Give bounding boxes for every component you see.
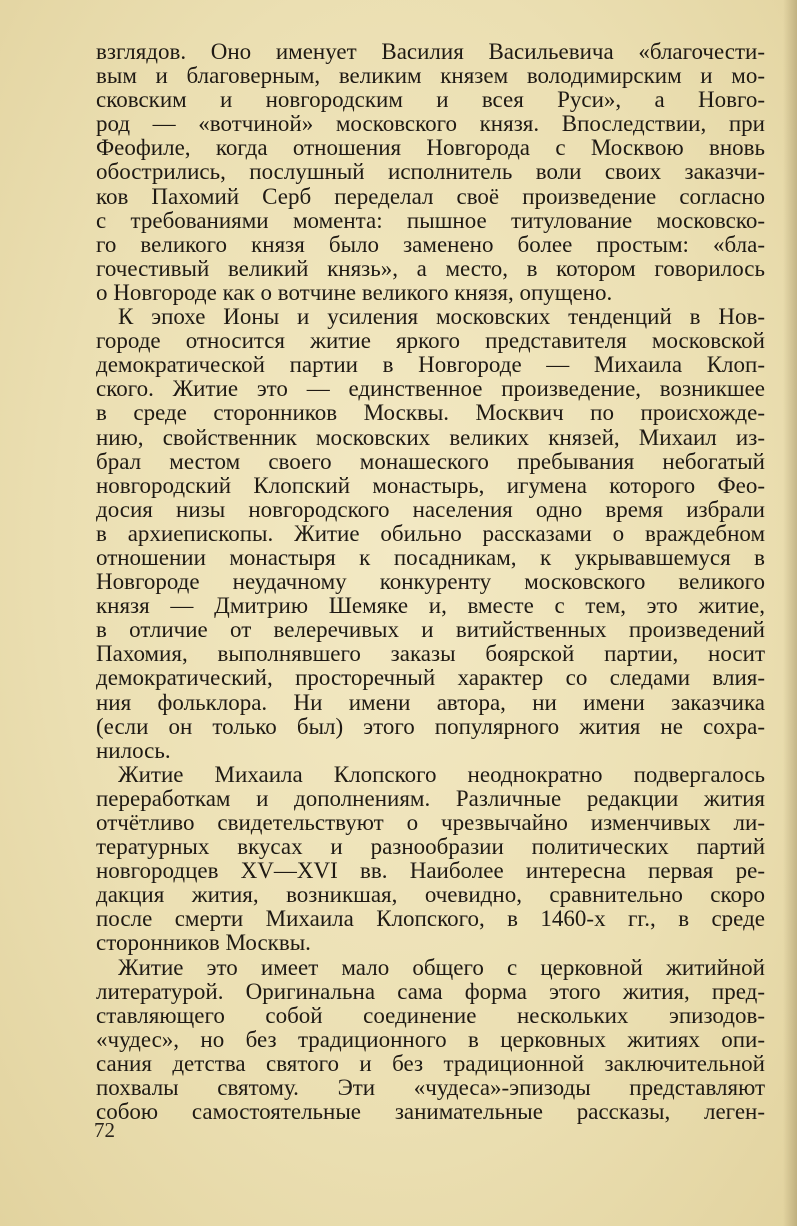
text-line: К эпохе Ионы и усиления московских тенденций в Нов-: [118, 305, 765, 330]
text-line: род — «вотчиной» московского князя. Впоследствии, при: [96, 112, 765, 137]
text-line: в отличие от велеречивых и витийственных произведений: [96, 618, 765, 643]
text-line: сания детства святого и без традиционной заключительной: [96, 1051, 765, 1076]
page-number: 72: [94, 1118, 115, 1142]
text-line: дакция жития, возникшая, очевидно, сравнительно скоро: [96, 883, 765, 908]
text-line: обострились, послушный исполнитель воли своих заказчи-: [96, 160, 765, 185]
text-line: (если он только был) этого популярного жития не сохра-: [96, 714, 765, 739]
text-line: отношении монастыря к посадникам, к укрывавшемуся в: [96, 545, 765, 570]
text-line: гочестивый великий князь», а место, в котором говорилось: [96, 256, 765, 281]
text-line: вым и благоверным, великим князем володимирским и мо-: [96, 64, 765, 89]
text-line: тературных вкусах и разнообразии политических партий: [96, 835, 765, 860]
text-line: нию, свойственник московских великих князей, Михаил из-: [96, 425, 765, 450]
text-line: Житие это имеет мало общего с церковной житийной: [118, 955, 765, 980]
text-line: переработкам и дополнениям. Различные редакции жития: [96, 786, 765, 811]
text-line: о Новгороде как о вотчине великого князя, опущено.: [96, 280, 613, 305]
text-line: литературой. Оригинальна сама форма этого жития, пред-: [96, 979, 765, 1004]
text-line: отчётливо свидетельствуют о чрезвычайно изменчивых ли-: [96, 811, 765, 835]
text-line: новгородцев XV—XVI вв. Наиболее интересна первая ре-: [96, 859, 765, 884]
text-line: в среде сторонников Москвы. Москвич по происхожде-: [96, 401, 765, 426]
text-line: Житие Михаила Клопского неоднократно подвергалось: [118, 762, 765, 787]
text-line: демократической партии в Новгороде — Михаила Клоп-: [96, 353, 765, 378]
text-line: похвалы святому. Эти «чудеса»-эпизоды представляют: [96, 1076, 765, 1101]
text-line: Новгороде неудачному конкуренту московского великого: [96, 570, 765, 595]
text-line: в архиепископы. Житие обильно рассказами о враждебном: [96, 521, 765, 546]
text-line: с требованиями момента: пышное титулование московско-: [96, 208, 765, 233]
body-text: [96, 40, 765, 1124]
text-line: брал местом своего монашеского пребывания небогатый: [96, 449, 765, 474]
text-line: сторонников Москвы.: [96, 931, 311, 956]
text-line: Феофиле, когда отношения Новгорода с Москвою вновь: [96, 136, 765, 161]
text-line: городе относится житие яркого представителя московской: [96, 329, 765, 354]
text-line: собою самостоятельные занимательные рассказы, леген-: [96, 1100, 765, 1125]
text-line: ков Пахомий Серб переделал своё произведение согласно: [96, 184, 765, 209]
text-line: досия низы новгородского населения одно время избрали: [96, 497, 765, 522]
text-line: демократический, просторечный характер со следами влия-: [96, 666, 765, 691]
text-line: после смерти Михаила Клопского, в 1460-х гг., в среде: [96, 907, 765, 932]
text-line: новгородский Клопский монастырь, игумена которого Фео-: [96, 473, 765, 498]
text-line: ставляющего собой соединение нескольких эпизодов-: [96, 1003, 765, 1028]
text-line: сковским и новгородским и всея Руси», а Новго-: [96, 88, 765, 113]
text-line: ского. Житие это — единственное произведение, возникшее: [96, 377, 765, 402]
text-line: взглядов. Оно именует Василия Васильевича «благочести-: [96, 40, 765, 64]
text-line: князя — Дмитрию Шемяке и, вместе с тем, это житие,: [96, 594, 765, 619]
text-line: ния фольклора. Ни имени автора, ни имени заказчика: [96, 690, 765, 715]
text-line: Пахомия, выполнявшего заказы боярской партии, носит: [96, 642, 765, 667]
text-line: «чудес», но без традиционного в церковных житиях опи-: [96, 1027, 765, 1052]
text-line: нилось.: [96, 738, 171, 763]
text-line: го великого князя было заменено более простым: «бла-: [96, 232, 765, 257]
